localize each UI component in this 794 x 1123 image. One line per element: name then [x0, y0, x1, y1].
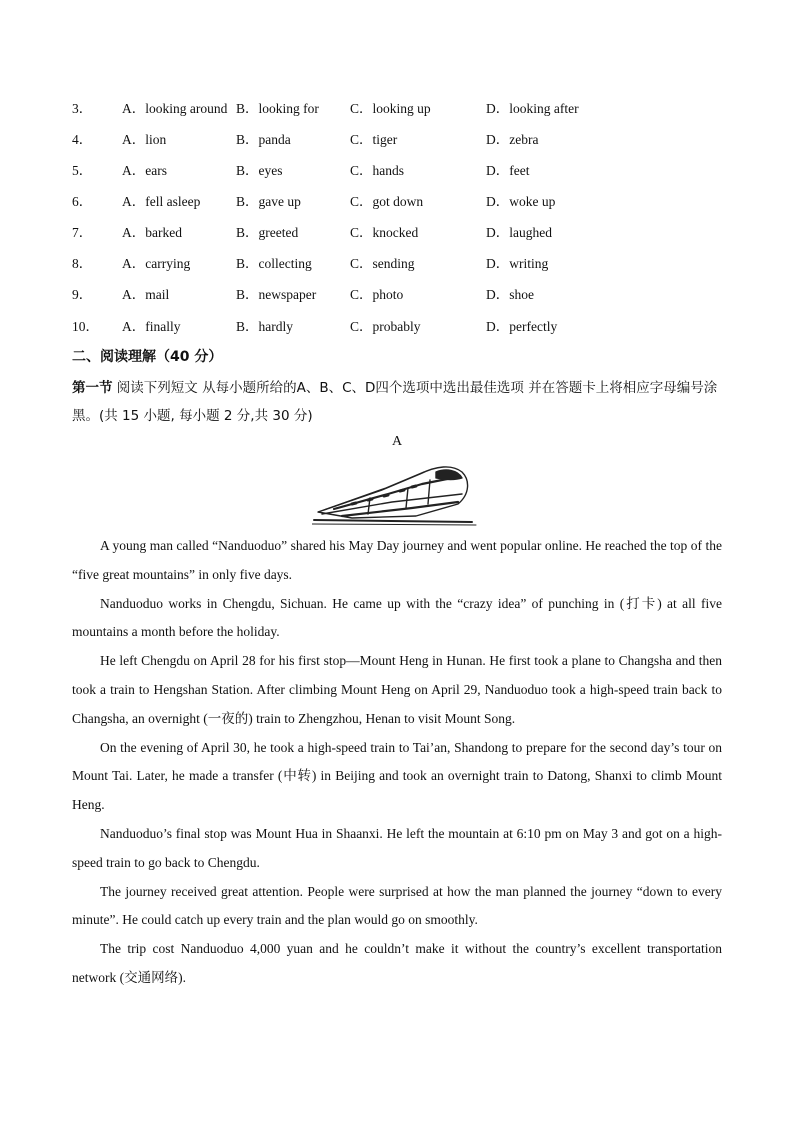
option-a: A．fell asleep: [122, 194, 201, 209]
option-d: D．woke up: [486, 194, 556, 209]
question-number: 9．: [72, 287, 93, 302]
option-b: B．hardly: [236, 319, 293, 334]
option-d: D．looking after: [486, 101, 579, 116]
question-row: [72, 97, 732, 117]
option-d: D．shoe: [486, 287, 534, 302]
option-c: C．tiger: [350, 132, 398, 147]
question-number: 10．: [72, 319, 99, 334]
option-b: B．gave up: [236, 194, 301, 209]
option-a: A．looking around: [122, 101, 228, 116]
passage-letter: A: [391, 434, 403, 449]
option-a: A．ears: [122, 163, 167, 178]
option-b: B．panda: [236, 132, 291, 147]
option-a: A．barked: [122, 225, 182, 240]
option-b: B．looking for: [236, 101, 319, 116]
question-number: 7．: [72, 225, 93, 240]
option-d: D．feet: [486, 163, 530, 178]
option-d: D．writing: [486, 256, 549, 271]
option-c: C．looking up: [350, 101, 431, 116]
section-title: 二、阅读理解（40 分）: [72, 349, 223, 365]
passage-body: [72, 532, 722, 993]
high-speed-train-icon: [312, 456, 482, 526]
option-a: A．finally: [122, 319, 181, 334]
passage-paragraph: Nanduoduo works in Chengdu, Sichuan. He came up with the “crazy idea” of punching in (打卡) at all five mountains a month before the holiday.: [72, 595, 722, 640]
question-row: [72, 159, 732, 179]
section-instruction: [72, 374, 724, 430]
option-a: A．carrying: [122, 256, 191, 271]
option-c: C．got down: [350, 194, 424, 209]
passage-paragraph: A young man called “Nanduoduo” shared his May Day journey and went popular online. He reached the top of the “five great mountains” in only five days.: [72, 538, 722, 582]
question-row: [72, 283, 732, 303]
option-d: D．perfectly: [486, 319, 558, 334]
passage-paragraph: He left Chengdu on April 28 for his first stop—Mount Heng in Hunan. He first took a plane to Changsha and then took a train to Hengshan Station. After climbing Mount Heng on April 29, Nanduoduo took a high-speed train back to Changsha, an overnight (一夜的) train to Zhengzhou, Henan to visit Mount Song.: [72, 653, 722, 726]
question-number: 5．: [72, 163, 93, 178]
passage-paragraph: Nanduoduo’s final stop was Mount Hua in Shaanxi. He left the mountain at 6:10 pm on May 3 and got on a high-speed train to go back to Chengdu.: [72, 825, 722, 870]
passage-paragraph: The journey received great attention. People were surprised at how the man planned the journey “down to every minute”. He could catch up every train and the plan would go on smoothly.: [72, 883, 722, 928]
question-row: [72, 252, 732, 272]
option-c: C．sending: [350, 256, 415, 271]
question-number: 6．: [72, 194, 93, 209]
option-b: B．newspaper: [236, 287, 317, 302]
option-c: C．probably: [350, 319, 421, 334]
question-row: [72, 128, 732, 148]
passage-paragraph: The trip cost Nanduoduo 4,000 yuan and he couldn’t make it without the country’s excellent transportation network (交通网络).: [72, 941, 722, 985]
option-a: A．lion: [122, 132, 167, 147]
option-b: B．greeted: [236, 225, 299, 240]
question-row: [72, 190, 732, 210]
question-row: [72, 221, 732, 241]
question-number: 8．: [72, 256, 93, 271]
instruction-text: 阅读下列短文 从每小题所给的A、B、C、D四个选项中选出最佳选项 并在答题卡上将相应字母编号涂黑。(共 15 小题, 每小题 2 分,共 30 分): [72, 380, 718, 424]
passage-paragraph: On the evening of April 30, he took a high-speed train to Tai’an, Shandong to prepare for the second day’s tour on Mount Tai. Later, he made a transfer (中转) in Beijing and took an overnight train to Datong, Shanxi to climb Mount Heng.: [72, 739, 722, 813]
option-a: A．mail: [122, 287, 170, 302]
option-b: B．collecting: [236, 256, 312, 271]
option-c: C．photo: [350, 287, 404, 302]
question-number: 4．: [72, 132, 93, 147]
option-d: D．zebra: [486, 132, 539, 147]
question-number: 3．: [72, 101, 93, 116]
option-c: C．hands: [350, 163, 404, 178]
question-row: [72, 315, 732, 335]
option-c: C．knocked: [350, 225, 419, 240]
part-label: 第一节: [72, 380, 113, 396]
option-b: B．eyes: [236, 163, 283, 178]
option-d: D．laughed: [486, 225, 552, 240]
